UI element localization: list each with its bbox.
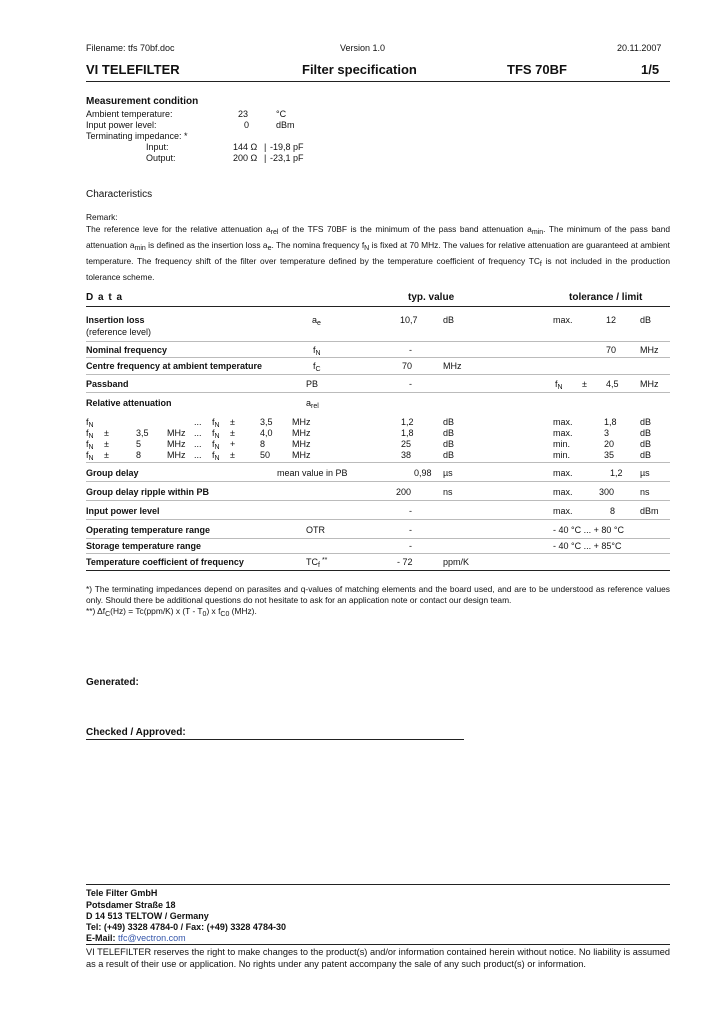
group-ripple-lim-kind: max. [553,487,573,497]
row-rule [86,519,670,520]
group-delay-typ: 0,98 [414,468,432,478]
brand: VI TELEFILTER [86,62,180,77]
insertion-loss-lim: 12 [606,315,617,325]
rel-att-symbol: $a_{rel}$ [306,398,319,410]
rel-att-row-1-u1: MHz [167,428,186,438]
footer-street: Potsdamer Straße 18 [86,900,176,910]
input-power-lim-unit: dBm [640,506,659,516]
rel-att-row-2-typ-unit: dB [443,439,455,449]
rel-att-row-2-v1: 5 [136,439,142,449]
centre-freq-symbol: $f_C$ [313,361,321,373]
rel-att-row-1-lim-value: 3 [604,428,610,438]
rel-att-row-2-v2: 8 [260,439,266,449]
insertion-loss-label: Insertion loss [86,315,145,325]
footer-company: Tele Filter GmbH [86,888,158,898]
rel-att-row-1-dots: ... [194,428,202,438]
characteristics-heading: Characteristics [86,189,153,200]
rel-att-row-2-lim-kind: min. [553,439,571,449]
temp-coeff-label: Temperature coefficient of frequency [86,557,244,567]
group-delay-typ-unit: µs [443,468,453,478]
passband-lim: 4,5 [606,379,619,389]
rel-att-row-1-u2: MHz [292,428,311,438]
ambient-label: Ambient temperature: [86,109,173,119]
rel-att-row-2-pm2: + [230,439,236,449]
nominal-freq-symbol: $f_N$ [313,345,321,357]
checked-label: Checked / Approved: [86,727,186,738]
rel-att-row-3-lim-kind: min. [553,450,571,460]
row-rule [86,341,670,342]
centre-freq-typ: 70 [402,361,413,371]
term-label: Terminating impedance: * [86,131,188,141]
rel-att-row-0-f1: $f_N$ [86,417,94,429]
rel-att-row-0-lim-value: 1,8 [604,417,617,427]
rel-att-row-3-f1: $f_N$ [86,450,94,462]
rel-att-row-0-u2: MHz [292,417,311,427]
date: 20.11.2007 [617,43,662,53]
nominal-freq-label: Nominal frequency [86,345,168,355]
row-rule [86,374,670,375]
rel-att-label: Relative attenuation [86,398,172,408]
centre-freq-typ-unit: MHz [443,361,462,371]
centre-freq-label: Centre frequency at ambient temperature [86,361,263,371]
rel-att-row-3-u2: MHz [292,450,311,460]
doc-title: Filter specification [302,62,417,77]
rel-att-row-1-typ-unit: dB [443,428,455,438]
rel-att-row-0-f2: $f_N$ [212,417,220,429]
part-number: TFS 70BF [507,62,567,77]
rel-att-row-1-pm2: ± [230,428,235,438]
row-rule [86,538,670,539]
rel-att-row-2-f2: $f_N$ [212,439,220,451]
rel-att-row-1-lim-unit: dB [640,428,652,438]
remark-label: Remark: [86,212,118,222]
ambient-unit: °C [276,109,287,119]
output-capacitance: -23,1 pF [270,153,304,163]
storage-temp-label: Storage temperature range [86,541,202,551]
insertion-loss-sub: (reference level) [86,327,152,337]
rel-att-row-1-f1: $f_N$ [86,428,94,440]
header-rule [86,81,670,82]
email-link[interactable]: tfc@vectron.com [118,933,186,943]
rel-att-row-3-u1: MHz [167,450,186,460]
col-typ: typ. value [408,292,455,303]
input-power-lim-kind: max. [553,506,573,516]
input-capacitance: -19,8 pF [270,142,304,152]
note-tc-formula: **) $\Delta f_C(Hz) = Tc(ppm/K)$ x $(T - T_0)$ x $f_{C0}$ (MHz). [86,606,257,618]
rel-att-row-3-lim-value: 35 [604,450,615,460]
nominal-freq-lim: 70 [606,345,617,355]
table-bottom-rule [86,570,670,571]
passband-lim-unit: MHz [640,379,659,389]
rel-att-row-1-v2: 4,0 [260,428,273,438]
op-temp-label: Operating temperature range [86,525,211,535]
nominal-freq-lim-unit: MHz [640,345,659,355]
rel-att-row-2-f1: $f_N$ [86,439,94,451]
measurement-heading: Measurement condition [86,96,199,107]
filename: Filename: tfs 70bf.doc [86,43,175,53]
row-rule [86,500,670,501]
input-impedance: 144 Ω [233,142,258,152]
group-delay-lim: 1,2 [610,468,623,478]
power-unit: dBm [276,120,295,130]
footer-city: D 14 513 TELTOW / Germany [86,911,209,921]
rel-att-row-1-v1: 3,5 [136,428,149,438]
rel-att-row-2-lim-unit: dB [640,439,652,449]
temp-coeff-typ-unit: ppm/K [443,557,470,567]
table-header-rule [86,306,670,307]
footer-disclaimer: VI TELEFILTER reserves the right to make changes to the product(s) and/or information contained herein without notice. No liability is assumed as a result of their use or application. No rights under any patent accompany the sale of any such product(s) or information. [86,947,671,969]
rel-att-row-3-dots: ... [194,450,202,460]
rel-att-row-3-typ: 38 [401,450,412,460]
row-rule [86,392,670,393]
version: Version 1.0 [340,43,386,53]
power-value: 0 [244,120,250,130]
rel-att-row-3-pm1: ± [104,450,109,460]
rel-att-row-2-dots: ... [194,439,202,449]
rel-att-row-0-typ: 1,2 [401,417,414,427]
input-power-lim: 8 [610,506,616,516]
rel-att-row-3-typ-unit: dB [443,450,455,460]
group-ripple-lim-unit: ns [640,487,650,497]
rel-att-row-2-pm1: ± [104,439,109,449]
footer-rule-2 [86,944,670,945]
group-delay-symbol: mean value in PB [277,468,348,478]
op-temp-typ: - [409,525,412,535]
op-temp-range: - 40 °C ... + 80 °C [553,525,624,535]
rel-att-row-1-pm1: ± [104,428,109,438]
rel-att-row-2-lim-value: 20 [604,439,615,449]
rel-att-row-3-v2: 50 [260,450,271,460]
passband-typ: - [409,379,412,389]
rel-att-row-3-f2: $f_N$ [212,450,220,462]
rel-att-row-3-v1: 8 [136,450,142,460]
nominal-freq-typ: - [409,345,412,355]
input-sep: | [264,142,267,152]
row-rule [86,481,670,482]
temp-coeff-typ: - 72 [397,557,413,567]
group-ripple-typ-unit: ns [443,487,453,497]
output-sep: | [264,153,267,163]
col-data: D a t a [86,292,124,303]
input-power-label: Input power level [86,506,160,516]
rel-att-row-0-lim-kind: max. [553,417,573,427]
output-label: Output: [146,153,176,163]
passband-lim-pm: ± [582,379,587,389]
page-number: 1/5 [641,62,660,77]
group-delay-lim-unit: µs [640,468,650,478]
rel-att-row-0-v2: 3,5 [260,417,273,427]
footer-phone: Tel: (+49) 3328 4784-0 / Fax: (+49) 3328 4784-30 [86,922,286,932]
output-impedance: 200 Ω [233,153,258,163]
rel-att-row-0-lim-unit: dB [640,417,652,427]
power-label: Input power level: [86,120,157,130]
rel-att-row-0-dots: ... [194,417,202,427]
footer-rule [86,884,670,885]
footer-email: E-Mail: tfc@vectron.com [86,933,186,943]
rel-att-row-2-u1: MHz [167,439,186,449]
group-ripple-typ: 200 [396,487,412,497]
group-delay-label: Group delay [86,468,139,478]
group-delay-lim-kind: max. [553,468,573,478]
temp-coeff-symbol: $TC_f^{**}$ [306,557,328,569]
signature-line [86,739,464,740]
row-rule [86,553,670,554]
rel-att-row-3-pm2: ± [230,450,235,460]
group-ripple-label: Group delay ripple within PB [86,487,210,497]
op-temp-symbol: OTR [306,525,325,535]
ambient-value: 23 [238,109,249,119]
rel-att-row-3-lim-unit: dB [640,450,652,460]
insertion-loss-lim-kind: max. [553,315,573,325]
rel-att-row-2-typ: 25 [401,439,412,449]
note-impedance: *) The terminating impedances depend on parasites and q-values of matching elements and the board used, and are to be understood as reference values only. Should there be additional questions do not hesitate to ask for an application note or contact our design team. [86,584,670,605]
rel-att-row-0-typ-unit: dB [443,417,455,427]
insertion-loss-typ: 10,7 [400,315,418,325]
passband-symbol: PB [306,379,319,389]
insertion-loss-symbol: $a_e$ [312,315,321,327]
rel-att-row-0-pm2: ± [230,417,235,427]
rel-att-row-1-typ: 1,8 [401,428,414,438]
storage-temp-range: - 40 °C ... + 85°C [553,541,622,551]
generated-label: Generated: [86,677,139,688]
input-label: Input: [146,142,169,152]
passband-label: Passband [86,379,129,389]
rel-att-row-1-lim-kind: max. [553,428,573,438]
col-tolerance: tolerance / limit [569,292,643,303]
storage-temp-typ: - [409,541,412,551]
input-power-typ: - [409,506,412,516]
group-ripple-lim: 300 [599,487,615,497]
row-rule [86,462,670,463]
remark-paragraph: The reference leve for the relative attenuation $a_{rel}$ of the TFS 70BF is the minimum of the pass band attenuation $a_{min}$. The minimum of the pass band attenuation $a_{min}$ is defined as the insertion loss $a_e$. The nomina frequency $f_N$ is fixed at 70 MHz. The values for relative attenuation are guaranteed at ambient temperature. The frequency shift of the filter over temperature defined by the temperature coefficient of frequency $TC_f$ is not included in the production tolerance scheme. [86,224,671,282]
passband-lim-symbol: $f_N$ [555,379,563,391]
rel-att-row-2-u2: MHz [292,439,311,449]
rel-att-row-1-f2: $f_N$ [212,428,220,440]
row-rule [86,357,670,358]
insertion-loss-lim-unit: dB [640,315,652,325]
insertion-loss-typ-unit: dB [443,315,455,325]
